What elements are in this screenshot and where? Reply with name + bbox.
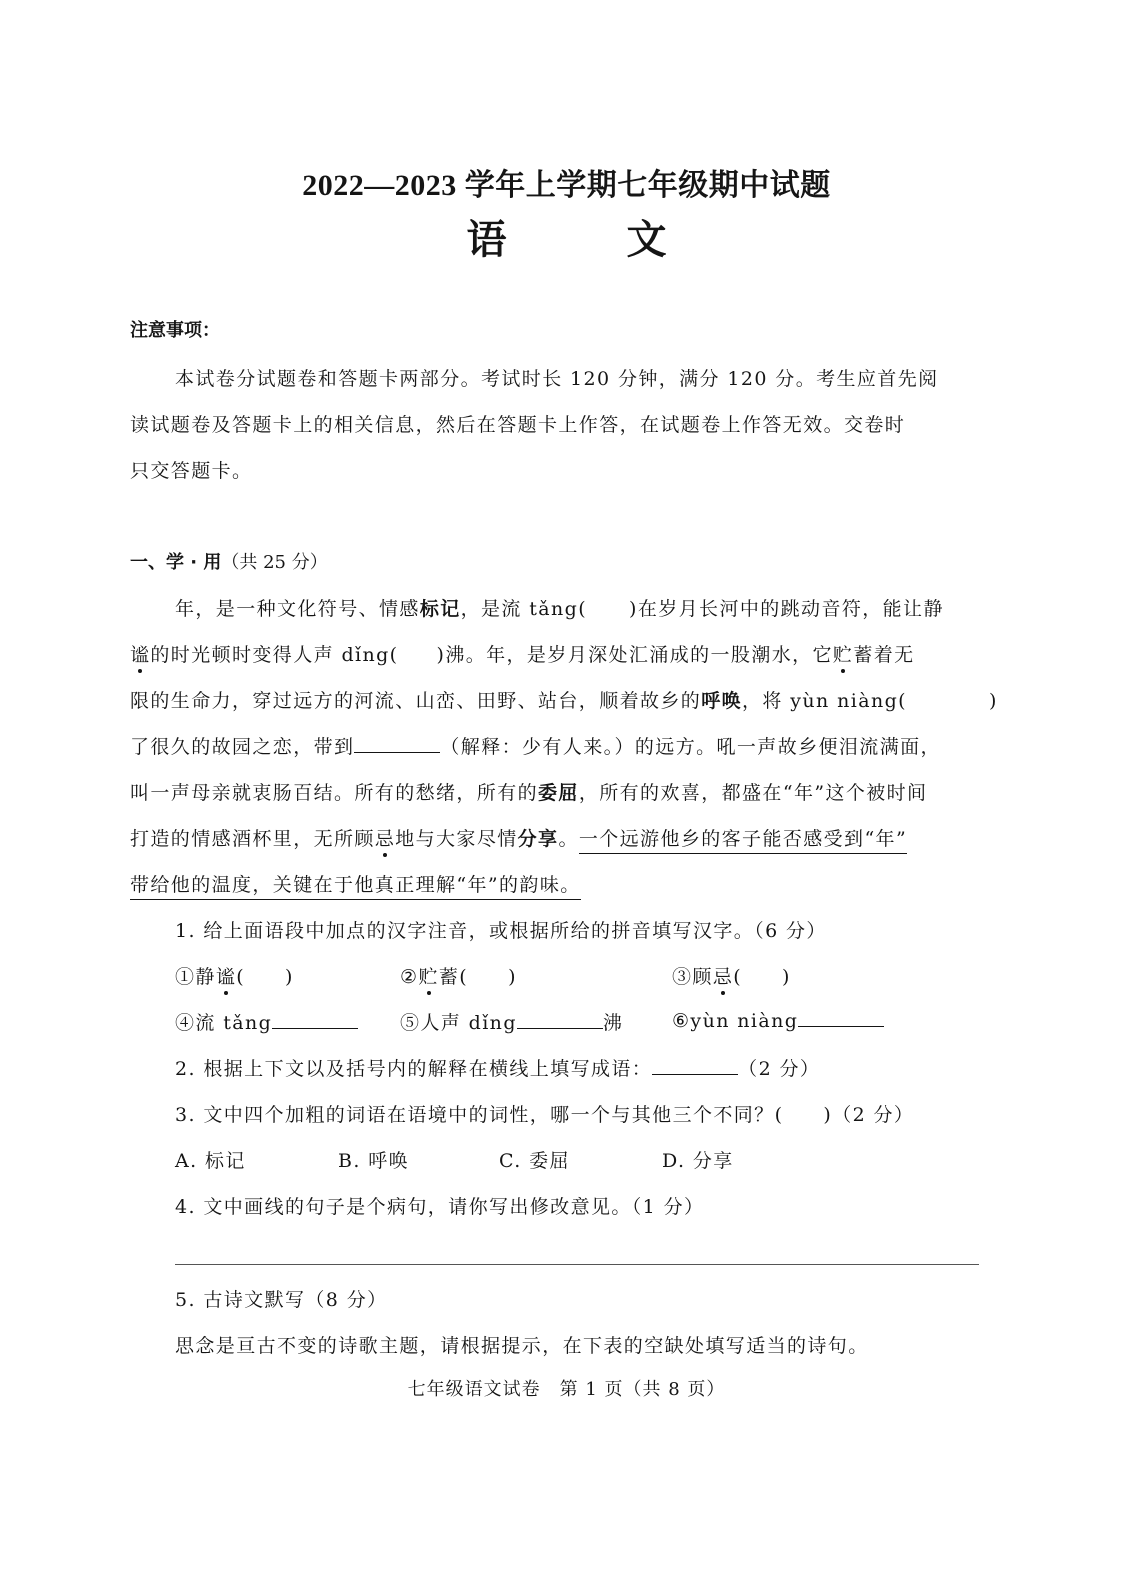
question-5-intro: 思念是亘古不变的诗歌主题，请根据提示，在下表的空缺处填写适当的诗句。 (175, 1335, 869, 1357)
option-text: ) (782, 966, 791, 988)
answer-blank[interactable] (272, 1010, 358, 1029)
passage-text: ，将 yùn niàng( (742, 690, 907, 712)
subject-title (0, 208, 1133, 265)
q1-option-4 (175, 1008, 358, 1035)
q1-option-3 (672, 962, 791, 989)
q3-option-b: B. 呼唤 (338, 1150, 410, 1172)
bold-word-biaoji: 标记 (419, 598, 461, 620)
section-score: （共 25 分） (221, 552, 328, 573)
q1-option-5 (400, 1008, 623, 1035)
question-2 (175, 1054, 820, 1081)
passage-line-7 (130, 870, 581, 897)
section-number: 一、 (130, 552, 166, 573)
notice-line-1: 本试卷分试题卷和答题卡两部分。考试时长 120 分钟，满分 120 分。考生应首先阅 (175, 368, 939, 390)
q3-option-d: D. 分享 (662, 1150, 734, 1172)
dotted-char-ji: 忌 (713, 962, 733, 989)
passage-text: )在岁月长河中的跳动音符，能让静 (629, 598, 944, 620)
exam-title: 2022—2023 学年上学期七年级期中试题 (302, 169, 831, 202)
answer-blank[interactable] (652, 1056, 738, 1075)
dotted-char-mi: 谧 (216, 962, 236, 989)
question-4: 4. 文中画线的句子是个病句，请你写出修改意见。（1 分） (175, 1196, 705, 1218)
passage-line-2 (130, 640, 915, 667)
question-text: 2. 根据上下文以及括号内的解释在横线上填写成语： (175, 1058, 653, 1080)
section-name: 学 · 用 (166, 552, 222, 573)
passage-text: 打造的情感酒杯里，无所顾 (130, 828, 375, 850)
option-text: 蓄( (438, 966, 469, 988)
option-text: ( (236, 966, 246, 988)
answer-blank[interactable] (798, 1008, 884, 1027)
question-score: )（2 分） (823, 1104, 915, 1126)
passage-text: 年，是一种文化符号、情感 (175, 598, 420, 620)
question-score: （2 分） (738, 1058, 821, 1080)
question-3 (175, 1100, 914, 1127)
question-1: 1. 给上面语段中加点的汉字注音，或根据所给的拼音填写汉字。（6 分） (175, 920, 827, 942)
section-1-heading (130, 548, 328, 574)
question-text: 3. 文中四个加粗的词语在语境中的词性，哪一个与其他三个不同？( (175, 1104, 784, 1126)
notice-line-3: 只交答题卡。 (130, 460, 253, 482)
answer-line[interactable] (175, 1264, 979, 1265)
question-5: 5. 古诗文默写（8 分） (175, 1289, 388, 1311)
bold-word-huhuan: 呼唤 (701, 690, 743, 712)
passage-text: ，所有的欢喜，都盛在“年”这个被时间 (578, 782, 928, 804)
option-text: ③顾 (672, 966, 713, 988)
passage-text: 。 (558, 828, 579, 850)
q3-option-a: A. 标记 (175, 1150, 246, 1172)
passage-line-3 (130, 686, 998, 713)
notice-line-2: 读试题卷及答题卡上的相关信息，然后在答题卡上作答，在试题卷上作答无效。交卷时 (130, 414, 906, 436)
idiom-blank[interactable] (354, 734, 440, 753)
option-text: ) (285, 966, 294, 988)
passage-line-6 (130, 824, 907, 851)
option-text: ⑤人声 dǐng (400, 1012, 517, 1034)
option-text: ( (733, 966, 743, 988)
passage-text: 蓄着无 (853, 644, 915, 666)
q1-option-2 (400, 962, 517, 989)
subject-char-1: 语 (466, 217, 507, 263)
underlined-sentence-part-1: 一个远游他乡的客子能否感受到“年” (579, 828, 907, 854)
passage-text: 的时光顿时变得人声 dǐng( (150, 644, 399, 666)
passage-text: 地与大家尽情 (395, 828, 518, 850)
option-text: ①静 (175, 966, 216, 988)
option-text: ④流 tǎng (175, 1012, 273, 1034)
passage-line-4 (130, 732, 941, 759)
dotted-char-ji: 忌 (375, 824, 395, 851)
bold-word-fenxiang: 分享 (517, 828, 559, 850)
option-text: ) (508, 966, 517, 988)
passage-text: 叫一声母亲就衷肠百结。所有的愁绪，所有的 (130, 782, 539, 804)
underlined-sentence-part-2: 带给他的温度，关键在于他真正理解“年”的韵味。 (130, 874, 581, 900)
option-text: ⑥yùn niàng (672, 1010, 799, 1032)
passage-text: ，是流 tǎng( (460, 598, 588, 620)
option-text: 沸 (602, 1012, 624, 1034)
page-footer: 七年级语文试卷 第 1 页（共 8 页） (407, 1379, 726, 1400)
dotted-char-zhu: 贮 (418, 962, 438, 989)
dotted-char-zhu: 贮 (833, 640, 853, 667)
dotted-char-mi: 谧 (130, 640, 150, 667)
q3-option-c: C. 委屈 (499, 1150, 570, 1172)
passage-text: )沸。年，是岁月深处汇涌成的一股潮水，它 (436, 644, 833, 666)
bold-word-weiqu: 委屈 (538, 782, 579, 804)
answer-blank[interactable] (517, 1010, 603, 1029)
subject-char-2: 文 (626, 217, 667, 263)
passage-line-1 (175, 594, 944, 621)
passage-text: 限的生命力，穿过远方的河流、山峦、田野、站台，顺着故乡的 (130, 690, 702, 712)
q1-option-6 (672, 1008, 884, 1032)
option-text: ② (400, 966, 419, 988)
passage-text: 了很久的故园之恋，带到 (130, 736, 355, 758)
passage-text: （解释：少有人来。）的远方。吼一声故乡便泪流满面， (440, 736, 941, 758)
notice-heading: 注意事项： (130, 320, 220, 341)
passage-line-5 (130, 778, 927, 805)
q1-option-1 (175, 962, 294, 989)
passage-text: ) (988, 690, 998, 712)
